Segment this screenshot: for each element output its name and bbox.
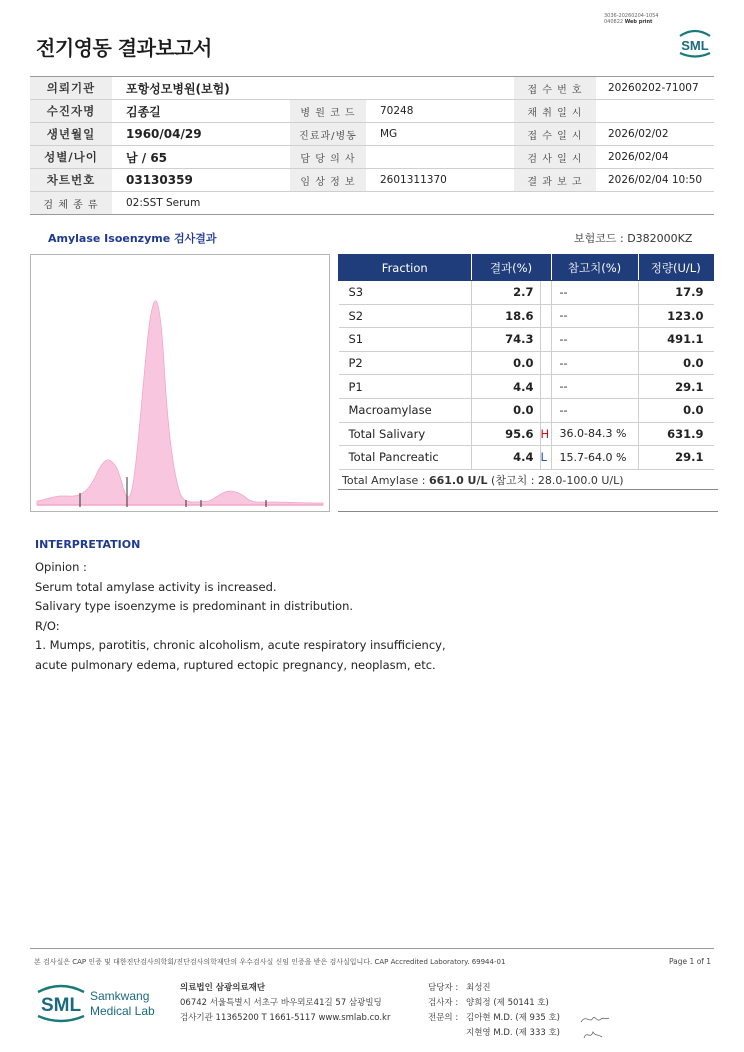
info-row (30, 123, 714, 146)
results-table (338, 254, 714, 470)
value-clinical-info: 2601311370 (366, 169, 514, 192)
table-row (339, 304, 714, 328)
fraction-quantity: 491.1 (638, 328, 714, 352)
staff-name: 김아현 M.D. (제 935 호) (466, 1013, 561, 1023)
table-row (339, 375, 714, 399)
fraction-quantity: 17.9 (638, 281, 714, 305)
label-hospital-code: 병 원 코 드 (290, 100, 366, 123)
fraction-name: S1 (339, 328, 472, 352)
fraction-flag (540, 328, 551, 352)
interpretation-line: R/O: (35, 618, 60, 633)
page-title: 전기영동 결과보고서 (36, 36, 212, 60)
fraction-name: P2 (339, 351, 472, 375)
table-row (339, 446, 714, 470)
fraction-reference: -- (551, 375, 638, 399)
label-report-time: 결 과 보 고 (514, 169, 596, 192)
fraction-flag (540, 281, 551, 305)
fraction-result: 4.4 (471, 446, 540, 470)
svg-text:SML: SML (681, 38, 709, 53)
interpretation-line: acute pulmonary edema, ruptured ectopic pregnancy, neoplasm, etc. (35, 657, 436, 672)
fraction-result: 0.0 (471, 351, 540, 375)
section-title: Amylase Isoenzyme 검사결과 (48, 232, 217, 245)
divider (338, 489, 718, 490)
fraction-quantity: 29.1 (638, 446, 714, 470)
label-sex-age: 성별/나이 (30, 146, 112, 169)
header-reference: 참고치(%) (551, 255, 638, 281)
staff-row (428, 981, 560, 996)
interpretation-line: Opinion : (35, 560, 87, 574)
fraction-name: S3 (339, 281, 472, 305)
organization-name: 의료법인 삼광의료재단 (180, 983, 266, 993)
results-header-row (339, 255, 714, 281)
value-accession-number: 20260202-71007 (596, 77, 714, 100)
fraction-name: Total Pancreatic (339, 446, 472, 470)
staff-row (428, 996, 560, 1011)
value-birth-date: 1960/04/29 (112, 123, 290, 146)
fraction-result: 2.7 (471, 281, 540, 305)
total-amylase-reference: (참고치 : 28.0-100.0 U/L) (487, 474, 624, 487)
label-clinical-info: 임 상 정 보 (290, 169, 366, 192)
label-test-date: 검 사 일 시 (514, 146, 596, 169)
fraction-quantity: 0.0 (638, 398, 714, 422)
staff-name: 최성진 (466, 983, 491, 993)
value-chart-number: 03130359 (112, 169, 290, 192)
total-amylase-label: Total Amylase : (342, 474, 429, 487)
page-number: Page 1 of 1 (669, 957, 712, 966)
fraction-flag (540, 398, 551, 422)
trace-area (37, 301, 323, 505)
staff-row (428, 1026, 560, 1041)
accreditation-note: 본 검사실은 CAP 인증 및 대한진단검사의학회/진단검사의학재단의 우수검사실 신임 인증을 받은 검사실입니다. CAP Accredited Laboratory. 69944-01 (34, 958, 506, 966)
interpretation-line: Salivary type isoenzyme is predominant in distribution. (35, 599, 354, 614)
organization-info (180, 981, 390, 1026)
staff-row (428, 1011, 560, 1026)
fraction-name: P1 (339, 375, 472, 399)
svg-text:Medical Lab: Medical Lab (90, 1004, 155, 1018)
table-row (339, 398, 714, 422)
label-collection-time: 채 취 일 시 (514, 100, 596, 123)
fraction-result: 74.3 (471, 328, 540, 352)
signature-image (578, 1010, 612, 1042)
staff-name: 지현영 M.D. (제 333 호) (466, 1028, 561, 1038)
staff-list (428, 981, 560, 1041)
fraction-reference: -- (551, 304, 638, 328)
value-report-time: 2026/02/04 10:50 (596, 169, 714, 192)
organization-address: 06742 서울특별시 서초구 바우뫼로41길 57 삼광빌딩 (180, 998, 382, 1008)
high-flag: H (540, 422, 551, 446)
value-specimen-type: 02:SST Serum (112, 192, 714, 215)
fraction-reference: -- (551, 281, 638, 305)
value-physician (366, 146, 514, 169)
table-row (339, 351, 714, 375)
value-sex-age: 남 / 65 (112, 146, 290, 169)
value-received-date: 2026/02/02 (596, 123, 714, 146)
svg-text:Samkwang: Samkwang (90, 989, 150, 1003)
fraction-result: 4.4 (471, 375, 540, 399)
fraction-reference: -- (551, 351, 638, 375)
trace-svg (31, 255, 329, 511)
fraction-reference: 36.0-84.3 % (551, 422, 638, 446)
interpretation-text (35, 558, 446, 676)
label-accession-number: 접 수 번 호 (514, 77, 596, 100)
fraction-flag (540, 351, 551, 375)
value-hospital-code: 70248 (366, 100, 514, 123)
staff-name: 양희정 (제 50141 호) (466, 998, 549, 1008)
sml-logo (676, 26, 714, 60)
interpretation-line: 1. Mumps, parotitis, chronic alcoholism, acute respiratory insufficiency, (35, 638, 446, 653)
header-fraction: Fraction (339, 255, 472, 281)
patient-info-table (30, 76, 714, 215)
fraction-quantity: 631.9 (638, 422, 714, 446)
fraction-quantity: 123.0 (638, 304, 714, 328)
label-patient-name: 수진자명 (30, 100, 112, 123)
fraction-quantity: 29.1 (638, 375, 714, 399)
staff-role: 전문의 : (428, 1013, 459, 1023)
info-row (30, 100, 714, 123)
fraction-reference: -- (551, 398, 638, 422)
insurance-code: 보험코드 : D382000KZ (574, 232, 693, 245)
interpretation-title: INTERPRETATION (35, 538, 141, 551)
total-amylase (342, 472, 624, 488)
fraction-flag (540, 304, 551, 328)
total-amylase-value: 661.0 U/L (428, 474, 488, 487)
value-department: MG (366, 123, 514, 146)
staff-role: 담당자 : (428, 983, 459, 993)
table-row (339, 281, 714, 305)
label-chart-number: 차트번호 (30, 169, 112, 192)
value-requesting-institution: 포항성모병원(보험) (112, 77, 514, 100)
label-received-date: 접 수 일 시 (514, 123, 596, 146)
fraction-result: 95.6 (471, 422, 540, 446)
interpretation-line: Serum total amylase activity is increased. (35, 579, 277, 594)
organization-contact: 검사기관 11365200 T 1661-5117 www.smlab.co.kr (180, 1013, 391, 1023)
fraction-result: 18.6 (471, 304, 540, 328)
value-patient-name: 김종길 (112, 100, 290, 123)
info-row (30, 77, 714, 100)
header-result: 결과(%) (471, 255, 551, 281)
table-row (339, 422, 714, 446)
fraction-quantity: 0.0 (638, 351, 714, 375)
table-row (339, 328, 714, 352)
label-requesting-institution: 의뢰기관 (30, 77, 112, 100)
fraction-reference: 15.7-64.0 % (551, 446, 638, 470)
label-physician: 담 당 의 사 (290, 146, 366, 169)
info-row (30, 146, 714, 169)
fraction-name: Macroamylase (339, 398, 472, 422)
footer-divider (30, 948, 714, 949)
document-code: 3036-20260204-1054 040822 Web print (604, 13, 659, 25)
value-test-date: 2026/02/04 (596, 146, 714, 169)
fraction-name: Total Salivary (339, 422, 472, 446)
info-row (30, 169, 714, 192)
electrophoresis-trace (30, 254, 330, 512)
header-quantity: 정량(U/L) (638, 255, 714, 281)
label-birth-date: 생년월일 (30, 123, 112, 146)
fraction-result: 0.0 (471, 398, 540, 422)
divider (338, 511, 718, 512)
info-row (30, 192, 714, 215)
label-specimen-type: 검 체 종 류 (30, 192, 112, 215)
label-department: 진료과/병동 (290, 123, 366, 146)
fraction-flag (540, 375, 551, 399)
fraction-name: S2 (339, 304, 472, 328)
staff-role: 검사자 : (428, 998, 459, 1008)
low-flag: L (540, 446, 551, 470)
samkwang-logo (36, 982, 162, 1026)
svg-text:SML: SML (40, 995, 82, 1016)
fraction-reference: -- (551, 328, 638, 352)
value-collection-time (596, 100, 714, 123)
